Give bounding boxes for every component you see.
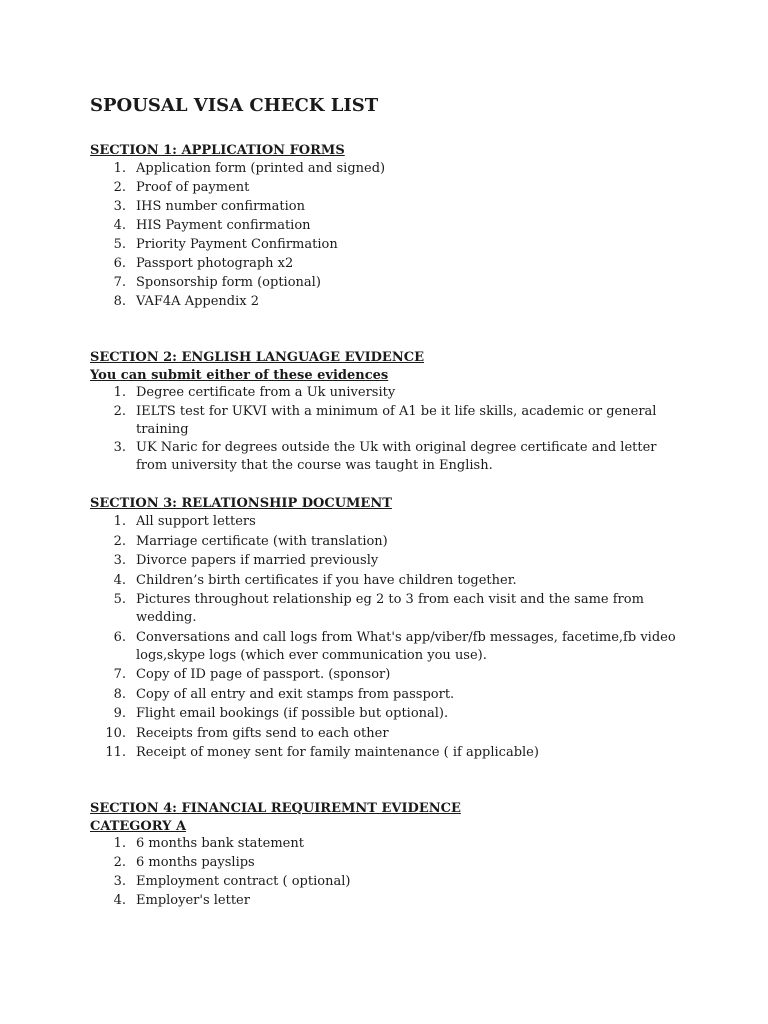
item-text: VAF4A Appendix 2 — [136, 294, 260, 309]
item-number: 6. — [113, 629, 126, 645]
section-heading: SECTION 3: RELATIONSHIP DOCUMENT — [90, 496, 392, 511]
item-text: IHS number confirmation — [136, 199, 305, 214]
list-item — [90, 629, 690, 665]
item-number: 5. — [113, 592, 126, 607]
item-text: UK Naric for degrees outside the Uk with original degree certificate and letter from university that the course was taught in English. — [136, 440, 657, 473]
list-item — [90, 179, 690, 197]
item-number: 11. — [105, 745, 126, 760]
list-item — [90, 666, 690, 684]
list-item — [90, 591, 690, 627]
document-title: SPOUSAL VISA CHECK LIST — [90, 95, 379, 116]
list-item — [90, 835, 690, 853]
item-text: Sponsorship form (optional) — [136, 275, 321, 290]
list-item — [90, 854, 690, 872]
item-text: Application form (printed and signed) — [136, 161, 386, 176]
checklist — [90, 384, 690, 475]
item-text: 6 months bank statement — [136, 836, 304, 851]
item-number: 7. — [113, 275, 126, 290]
list-item — [90, 384, 690, 402]
item-number: 1. — [113, 514, 126, 529]
list-item — [90, 725, 690, 743]
list-item — [90, 705, 690, 723]
list-item — [90, 572, 690, 590]
item-number: 1. — [113, 836, 126, 851]
list-item — [90, 274, 690, 292]
item-text: HIS Payment confirmation — [136, 218, 311, 233]
checklist — [90, 835, 690, 910]
list-item — [90, 255, 690, 273]
item-number: 1. — [113, 385, 126, 400]
item-text: Employment contract ( optional) — [136, 874, 351, 889]
item-number: 4. — [113, 893, 126, 908]
section-subheading: CATEGORY A — [90, 819, 187, 834]
list-item — [90, 744, 690, 762]
item-text: Employer's letter — [136, 893, 250, 908]
item-text: Flight email bookings (if possible but optional). — [136, 706, 449, 721]
item-number: 2. — [113, 180, 126, 195]
item-number: 2. — [113, 533, 126, 549]
section-relationship-document — [90, 495, 690, 762]
item-number: 3. — [113, 199, 126, 214]
item-number: 2. — [113, 855, 126, 870]
item-text: Proof of payment — [136, 180, 250, 195]
checklist — [90, 513, 690, 762]
list-item — [90, 198, 690, 216]
section-financial-requirement-evidence — [90, 800, 690, 910]
item-text: Degree certificate from a Uk university — [136, 385, 396, 400]
item-text: 6 months payslips — [136, 855, 255, 870]
list-item — [90, 873, 690, 891]
list-item — [90, 533, 690, 551]
document-page — [90, 94, 690, 911]
item-number: 10. — [105, 725, 126, 741]
item-number: 6. — [113, 256, 126, 271]
item-number: 3. — [113, 440, 126, 455]
list-item — [90, 513, 690, 531]
item-text: Copy of ID page of passport. (sponsor) — [136, 667, 391, 682]
item-text: Pictures throughout relationship eg 2 to 3 from each visit and the same from wedding. — [136, 592, 644, 625]
section-heading: SECTION 1: APPLICATION FORMS — [90, 143, 345, 158]
item-number: 8. — [113, 294, 126, 309]
item-number: 7. — [113, 667, 126, 682]
item-text: IELTS test for UKVI with a minimum of A1 be it life skills, academic or general training — [136, 403, 657, 437]
item-number: 2. — [113, 403, 126, 419]
item-number: 3. — [113, 874, 126, 889]
item-number: 8. — [113, 686, 126, 702]
item-number: 4. — [113, 218, 126, 233]
list-item — [90, 439, 690, 475]
section-subheading: You can submit either of these evidences — [90, 368, 389, 383]
list-item — [90, 217, 690, 235]
item-text: All support letters — [136, 514, 256, 529]
list-item — [90, 160, 690, 178]
section-heading: SECTION 4: FINANCIAL REQUIREMNT EVIDENCE — [90, 801, 461, 816]
section-application-forms — [90, 142, 690, 311]
item-text: Divorce papers if married previously — [136, 553, 379, 568]
item-number: 4. — [113, 572, 126, 588]
item-number: 5. — [113, 237, 126, 252]
item-number: 3. — [113, 553, 126, 568]
list-item — [90, 552, 690, 570]
item-number: 1. — [113, 161, 126, 176]
item-text: Receipt of money sent for family maintenance ( if applicable) — [136, 745, 539, 760]
item-number: 9. — [113, 706, 126, 721]
item-text: Conversations and call logs from What's app/viber/fb messages, facetime,fb video logs,skype logs (which ever communication you use). — [136, 629, 676, 663]
list-item — [90, 403, 690, 439]
item-text: Passport photograph x2 — [136, 256, 294, 271]
item-text: Receipts from gifts send to each other — [136, 725, 389, 741]
item-text: Children’s birth certificates if you have children together. — [136, 572, 517, 588]
list-item — [90, 293, 690, 311]
section-heading: SECTION 2: ENGLISH LANGUAGE EVIDENCE — [90, 350, 424, 365]
item-text: Marriage certificate (with translation) — [136, 533, 388, 549]
checklist — [90, 160, 690, 311]
list-item — [90, 686, 690, 704]
list-item — [90, 236, 690, 254]
list-item — [90, 892, 690, 910]
section-english-language-evidence — [90, 349, 690, 475]
item-text: Copy of all entry and exit stamps from passport. — [136, 686, 455, 702]
item-text: Priority Payment Confirmation — [136, 237, 338, 252]
